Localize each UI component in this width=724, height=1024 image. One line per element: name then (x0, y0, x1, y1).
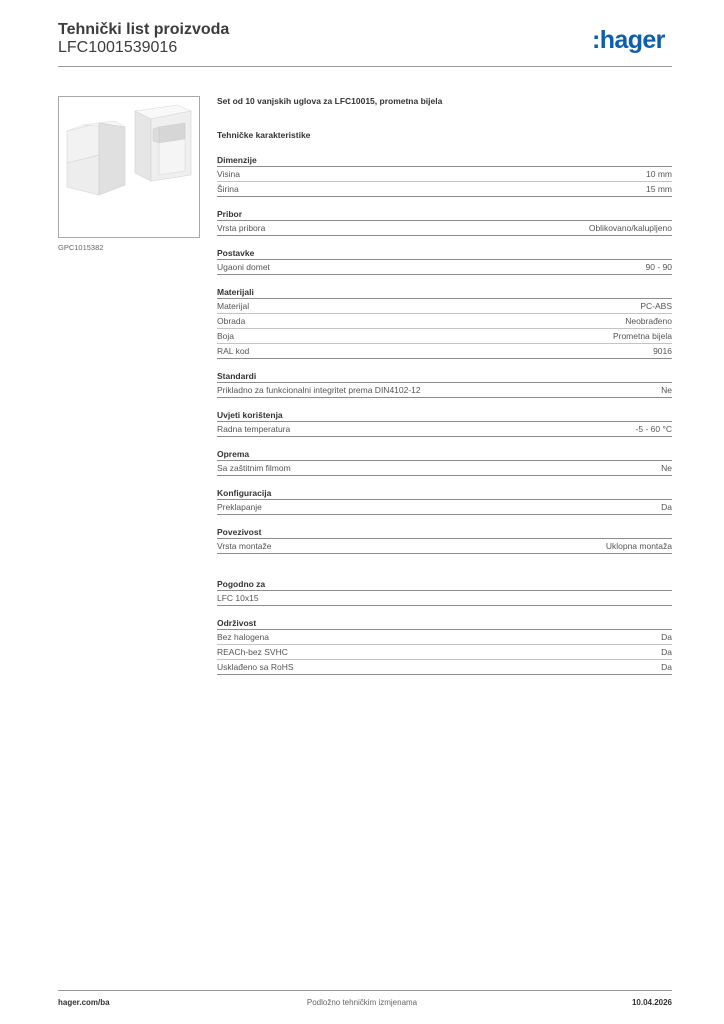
header-divider (58, 66, 672, 67)
spec-label: Preklapanje (217, 502, 262, 512)
spec-group-title: Standardi (217, 370, 672, 383)
spec-group (217, 617, 672, 675)
spec-value: 10 mm (646, 169, 672, 179)
spec-row (217, 422, 672, 437)
spec-label: Usklađeno sa RoHS (217, 662, 294, 672)
spec-label: REACh-bez SVHC (217, 647, 288, 657)
footer-note: Podložno tehničkim izmjenama (306, 998, 418, 1007)
footer-divider (58, 990, 672, 991)
spec-value: Uklopna montaža (605, 541, 672, 551)
spec-row (217, 630, 672, 645)
spec-group-title: Konfiguracija (217, 487, 672, 500)
spec-value: Prometna bijela (612, 331, 672, 341)
spec-label: Visina (217, 169, 240, 179)
spec-row (217, 645, 672, 660)
spec-group-title: Održivost (217, 617, 672, 630)
spec-label: Bez halogena (217, 632, 269, 642)
spec-row (217, 260, 672, 275)
spec-group-title: Postavke (217, 247, 672, 260)
spec-row (217, 591, 672, 606)
spec-group-title: Povezivost (217, 526, 672, 539)
spec-row (217, 299, 672, 314)
spec-label: Sa zaštitnim filmom (217, 463, 291, 473)
spec-row (217, 660, 672, 675)
spec-value: Ne (661, 385, 672, 395)
spec-row (217, 182, 672, 197)
spec-label: Radna temperatura (217, 424, 291, 434)
spec-value: 15 mm (646, 184, 672, 194)
spec-label: Širina (217, 184, 239, 194)
spec-group-title: Materijali (217, 286, 672, 299)
spec-row (217, 383, 672, 398)
spec-row (217, 539, 672, 554)
footer-website: hager.com/ba (58, 998, 110, 1007)
spec-group-title: Uvjeti korištenja (217, 409, 672, 422)
product-image-drawing (59, 97, 199, 237)
spec-group (217, 208, 672, 236)
spec-group-title: Pogodno za (217, 578, 672, 591)
spec-group (217, 247, 672, 275)
spec-groups (217, 154, 672, 675)
spec-group (217, 286, 672, 359)
product-image (58, 96, 200, 238)
spec-label: Ugaoni domet (217, 262, 270, 272)
spec-row (217, 344, 672, 359)
spec-label: Prikladno za funkcionalni integritet prema DIN4102-12 (217, 385, 421, 395)
spec-row (217, 329, 672, 344)
spec-label: Materijal (217, 301, 250, 311)
product-name: Set od 10 vanjskih uglova za LFC10015, prometna bijela (217, 96, 443, 106)
spec-value: 90 - 90 (645, 262, 672, 272)
spec-row (217, 221, 672, 236)
spec-label: Obrada (217, 316, 246, 326)
hager-logo: :hager (592, 26, 665, 54)
spec-value: Oblikovano/kalupljeno (588, 223, 672, 233)
spec-label: RAL kod (217, 346, 250, 356)
spec-value: Da (661, 502, 672, 512)
spec-row (217, 500, 672, 515)
section-heading: Tehničke karakteristike (217, 130, 311, 140)
spec-value: Da (661, 632, 672, 642)
spec-row (217, 167, 672, 182)
spec-value: Neobrađeno (625, 316, 672, 326)
spec-group (217, 154, 672, 197)
document-title: Tehnički list proizvoda (58, 21, 230, 38)
spec-label: Boja (217, 331, 235, 341)
footer-date: 10.04.2026 (631, 998, 672, 1007)
spec-row (217, 314, 672, 329)
spec-group-title: Oprema (217, 448, 672, 461)
spec-row (217, 461, 672, 476)
spec-label: Vrsta montaže (217, 541, 272, 551)
spec-value: 9016 (653, 346, 672, 356)
spec-group (217, 409, 672, 437)
spec-label: Vrsta pribora (217, 223, 266, 233)
spec-value: PC-ABS (640, 301, 672, 311)
spec-group-title: Pribor (217, 208, 672, 221)
spec-value: Da (661, 647, 672, 657)
spec-group (217, 578, 672, 606)
spec-value: Ne (661, 463, 672, 473)
spec-group (217, 448, 672, 476)
spec-group (217, 370, 672, 398)
spec-group (217, 526, 672, 554)
spec-value: Da (661, 662, 672, 672)
spec-group-title: Dimenzije (217, 154, 672, 167)
spec-group (217, 487, 672, 515)
image-caption: GPC1015382 (58, 243, 104, 252)
product-code: LFC1001539016 (58, 39, 178, 56)
spec-label: LFC 10x15 (217, 593, 259, 603)
spec-value: -5 - 60 °C (635, 424, 672, 434)
specifications (217, 95, 672, 686)
group-spacer (217, 565, 672, 578)
